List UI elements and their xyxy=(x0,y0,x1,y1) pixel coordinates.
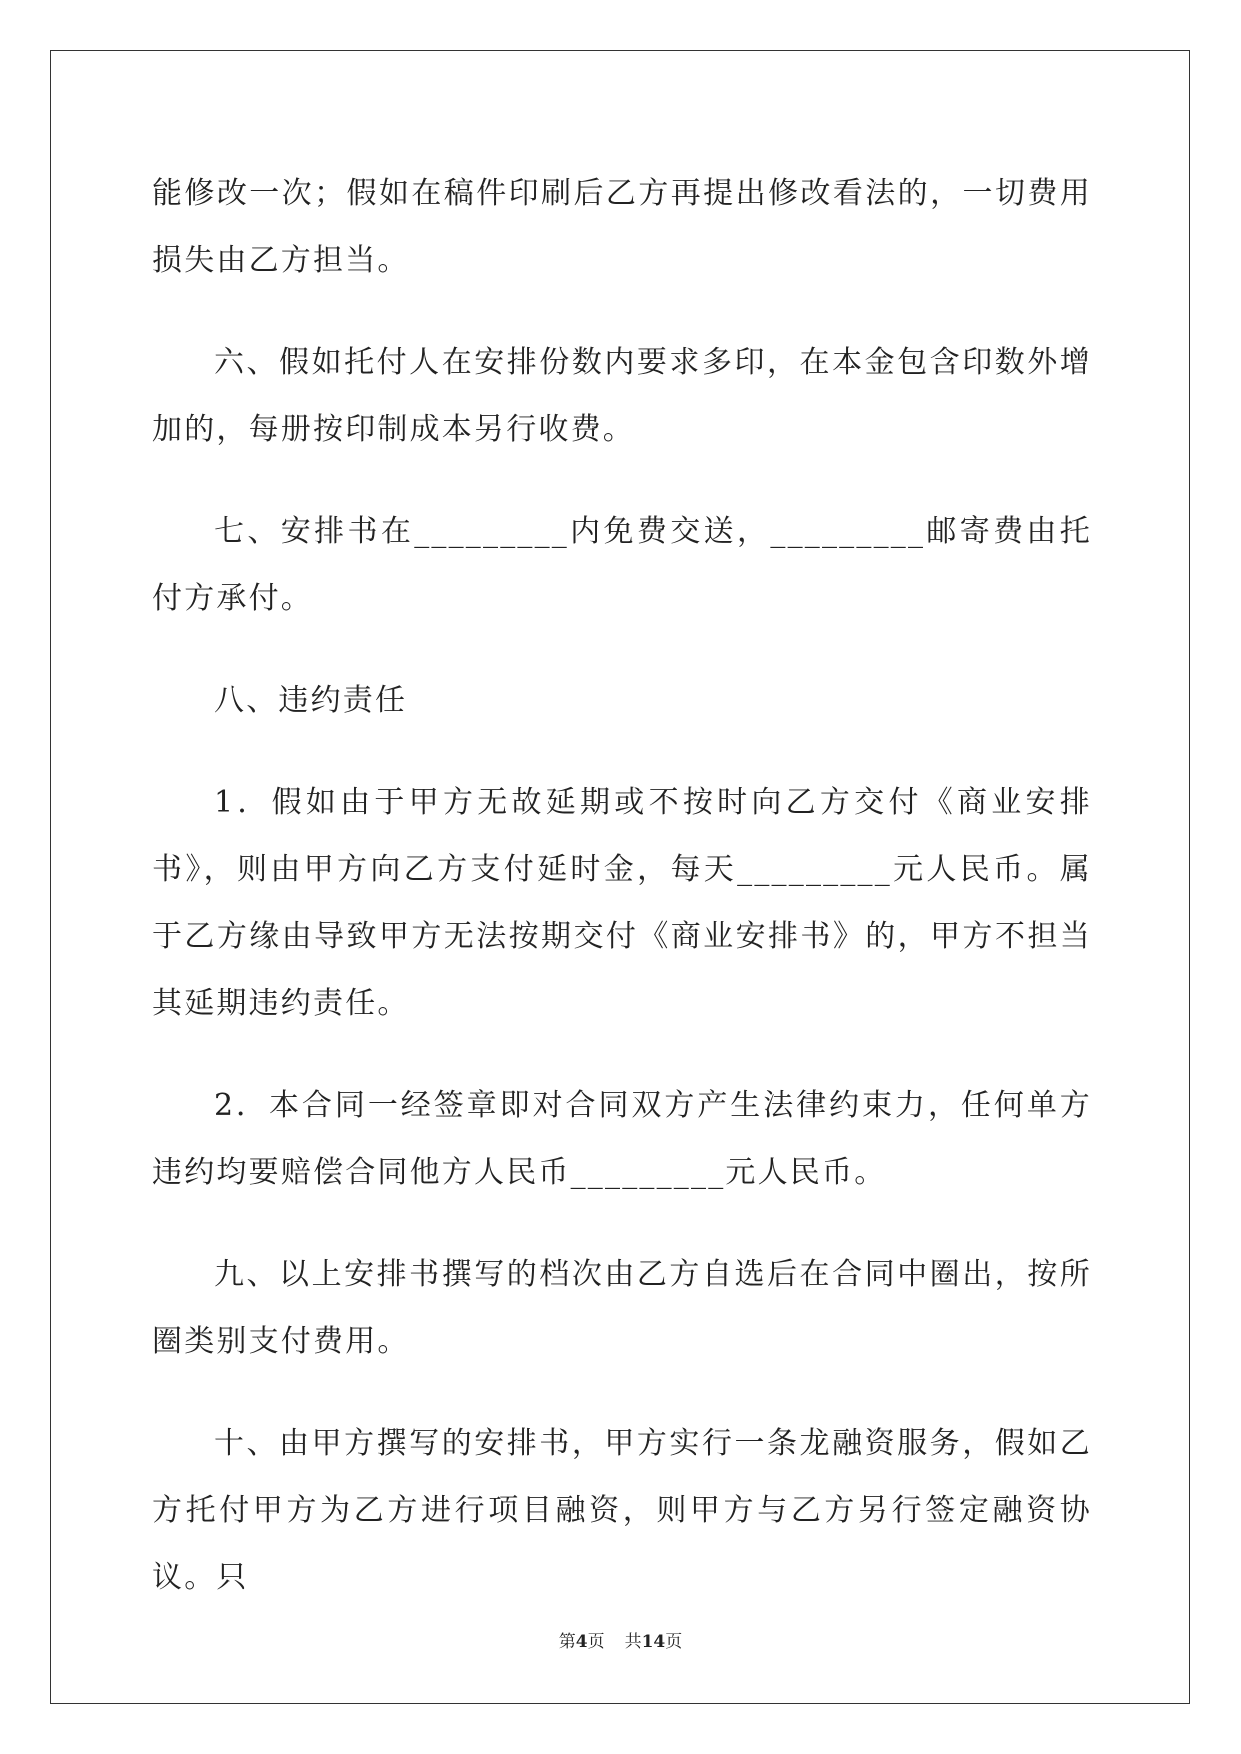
page-prefix: 第 xyxy=(558,1632,576,1652)
paragraph-clause-10: 十、由甲方撰写的安排书，甲方实行一条龙融资服务，假如乙方托付甲方为乙方进行项目融资，则甲方与乙方另行签定融资协议。只 xyxy=(152,1426,1092,1595)
page-number: 4 xyxy=(575,1632,588,1652)
page-footer xyxy=(0,1627,1241,1652)
paragraph-clause-8-1: 1．假如由于甲方无故延期或不按时向乙方交付《商业安排书》，则由甲方向乙方支付延时金，每天_________元人民币。属于乙方缘由导致甲方无法按期交付《商业安排书》的，甲方不担当其延期违约责任。 xyxy=(152,785,1092,1021)
total-prefix: 共 xyxy=(624,1632,642,1652)
paragraph-clause-7: 七、安排书在_________内免费交送，_________邮寄费由托付方承付。 xyxy=(152,514,1092,616)
paragraph-clause-9: 九、以上安排书撰写的档次由乙方自选后在合同中圈出，按所圈类别支付费用。 xyxy=(152,1257,1092,1359)
page-suffix: 页 xyxy=(587,1632,605,1652)
paragraph-continuation: 能修改一次；假如在稿件印刷后乙方再提出修改看法的，一切费用损失由乙方担当。 xyxy=(152,176,1092,278)
paragraph-clause-8-heading: 八、违约责任 xyxy=(214,683,408,718)
total-pages: 14 xyxy=(641,1632,666,1652)
paragraph-clause-6: 六、假如托付人在安排份数内要求多印，在本金包含印数外增加的，每册按印制成本另行收费。 xyxy=(152,345,1092,447)
paragraph-clause-8-2: 2．本合同一经签章即对合同双方产生法律约束力，任何单方违约均要赔偿合同他方人民币_________元人民币。 xyxy=(152,1088,1092,1190)
total-suffix: 页 xyxy=(665,1632,683,1652)
document-body xyxy=(152,160,1092,1646)
